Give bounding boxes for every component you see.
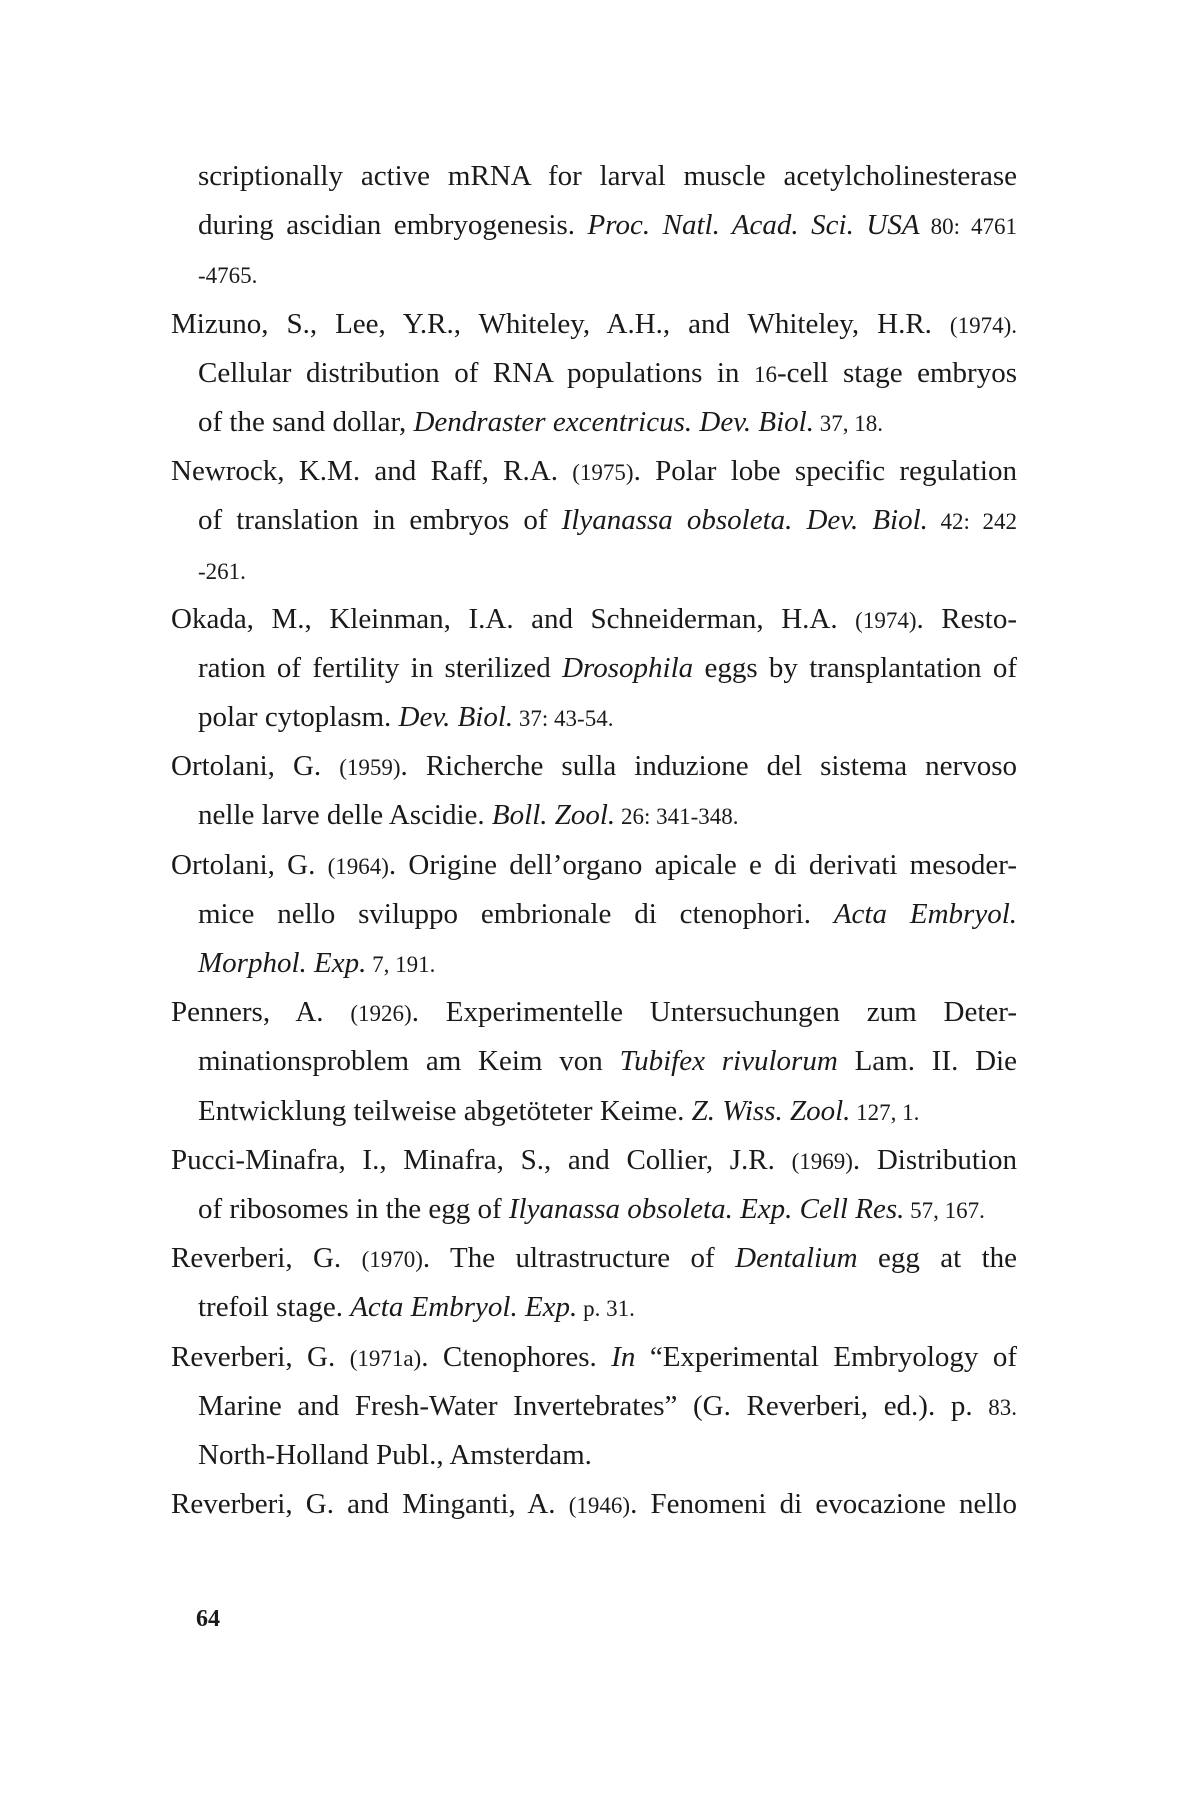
italic-text: Acta Embryol. Exp. [350,1291,578,1324]
text-run: . Polar lobe specific regulation [633,455,1017,488]
text-run: scriptionally active mRNA for larval muscle acetylcholinesterase [198,160,1017,192]
reference-entry [171,1333,1017,1481]
reference-entry [171,152,1017,300]
reference-line [171,546,1017,595]
italic-text: Ilyanassa obsoleta. Dev. Biol. [561,504,928,537]
reference-entry [171,595,1017,743]
reference-line [171,693,1017,742]
text-run: -4765. [198,263,258,289]
text-run: (1946) [568,1493,631,1519]
text-run: (1974) [855,607,917,633]
text-run: ration of fertility in sterilized [198,651,563,684]
italic-text: Proc. Natl. Acad. Sci. USA [587,209,920,242]
text-run: 37: 43-54. [513,706,614,732]
italic-text: Dev. Biol. [398,701,514,734]
text-run: -261. [198,558,246,584]
text-run: (1974). [949,312,1017,338]
reference-line [171,1480,1017,1529]
reference-line [171,1185,1017,1234]
text-run: mice nello sviluppo embrionale di ctenophori. [198,897,834,930]
text-run: 80: 4761 [919,214,1017,240]
text-run: Ortolani, G. [171,750,340,783]
text-run: Mizuno, S., Lee, Y.R., Whiteley, A.H., and Whiteley, H.R. [171,307,950,340]
text-run: Marine and Fresh-Water Invertebrates” (G. Reverberi, ed.). p. [198,1389,989,1422]
reference-line [171,1087,1017,1136]
italic-text: Dentalium [735,1242,858,1275]
text-run: . Fenomeni di evocazione nello [630,1488,1017,1521]
reference-line [171,939,1017,988]
text-run: Okada, M., Kleinman, I.A. and Schneiderman, H.A. [171,602,856,635]
reference-line [171,1234,1017,1283]
reference-line [171,398,1017,447]
italic-text: In [611,1340,636,1373]
text-run: 16 [753,361,777,387]
reference-line [171,1333,1017,1382]
text-run: polar cytoplasm. [198,701,399,734]
reference-line [171,644,1017,693]
reference-entry [171,1480,1017,1529]
italic-text: Ilyanassa obsoleta. Exp. Cell Res. [508,1192,905,1225]
italic-text: Boll. Zool. [491,799,616,832]
text-run: “Experimental Embryology of [635,1340,1017,1373]
italic-text: Morphol. Exp. [198,947,367,979]
reference-line [171,1037,1017,1086]
text-run: Penners, A. [171,996,351,1029]
text-run: . The ultrastructure of [422,1242,736,1275]
text-run: Cellular distribution of RNA populations in [198,356,754,389]
text-run: (1959) [339,755,401,781]
italic-text: Z. Wiss. Zool. [691,1094,851,1127]
text-run: 7, 191. [366,952,436,977]
italic-text: Acta Embryol. [833,897,1017,930]
text-run: . Origine dell’organo apicale e di derivati mesoder- [388,848,1017,881]
reference-line [171,988,1017,1037]
text-run: (1964) [327,853,389,879]
italic-text: Dendraster excentricus. Dev. Biol. [413,405,814,438]
text-run: Pucci-Minafra, I., Minafra, S., and Collier, J.R. [171,1143,792,1176]
reference-line [171,890,1017,939]
text-run: (1970) [361,1247,423,1273]
reference-line [171,496,1017,545]
text-run: 42: 242 [927,509,1017,535]
reference-line [171,349,1017,398]
reference-line [171,1431,1017,1480]
reference-line [171,742,1017,791]
reference-entry [171,988,1017,1136]
reference-entry [171,300,1017,448]
reference-line [171,1136,1017,1185]
text-run: Reverberi, G. [171,1242,362,1275]
reference-list [171,152,1017,1529]
text-run: Entwicklung teilweise abgetöteter Keime. [198,1094,692,1127]
reference-line [171,841,1017,890]
text-run: of translation in embryos of [198,504,562,537]
text-run: . Richerche sulla induzione del sistema nervoso [400,750,1017,783]
text-run: . Ctenophores. [421,1340,612,1373]
text-run: Reverberi, G. [171,1340,350,1373]
page-number: 64 [196,1606,220,1632]
text-run: (1971a) [349,1345,422,1371]
reference-line [171,300,1017,349]
text-run: p. 31. [577,1296,635,1322]
text-run: . Resto- [916,602,1017,635]
text-run: 37, 18. [814,410,883,436]
reference-entry [171,1136,1017,1234]
text-run: of the sand dollar, [198,405,414,438]
text-run: (1975) [572,460,634,486]
reference-line [171,595,1017,644]
reference-entry [171,447,1017,595]
text-run: Ortolani, G. [171,848,328,881]
text-run: egg at the [857,1242,1017,1275]
text-run: . Experimentelle Untersuchungen zum Deter- [411,996,1017,1029]
text-run: trefoil stage. [198,1291,351,1324]
reference-line [171,791,1017,840]
text-run: 26: 341-348. [615,804,739,830]
text-run: 127, 1. [850,1099,920,1125]
text-run: Reverberi, G. and Minganti, A. [171,1488,569,1521]
reference-line [171,1382,1017,1431]
reference-line [171,1283,1017,1332]
text-run: nelle larve delle Ascidie. [198,799,492,832]
reference-entry [171,1234,1017,1332]
reference-line [171,152,1017,201]
text-run: 83. [988,1394,1017,1420]
text-run: Newrock, K.M. and Raff, R.A. [171,455,573,488]
reference-entry [171,742,1017,840]
italic-text: Drosophila [562,651,694,684]
text-run: minationsproblem am Keim von [198,1045,620,1078]
reference-line [171,447,1017,496]
text-run: (1926) [350,1001,412,1027]
text-run: Lam. II. Die [837,1045,1017,1078]
text-run: 57, 167. [904,1197,985,1223]
text-run: eggs by transplantation of [693,651,1017,684]
reference-entry [171,841,1017,989]
reference-line [171,201,1017,250]
text-run: -cell stage embryos [776,356,1017,389]
text-run: during ascidian embryogenesis. [198,209,588,242]
text-run: of ribosomes in the egg of [198,1192,509,1225]
reference-line [171,250,1017,299]
text-run: (1969) [791,1148,853,1174]
text-run: . Distribution [852,1143,1017,1176]
text-run: North-Holland Publ., Amsterdam. [198,1438,592,1471]
italic-text: Tubifex rivulorum [619,1045,838,1078]
